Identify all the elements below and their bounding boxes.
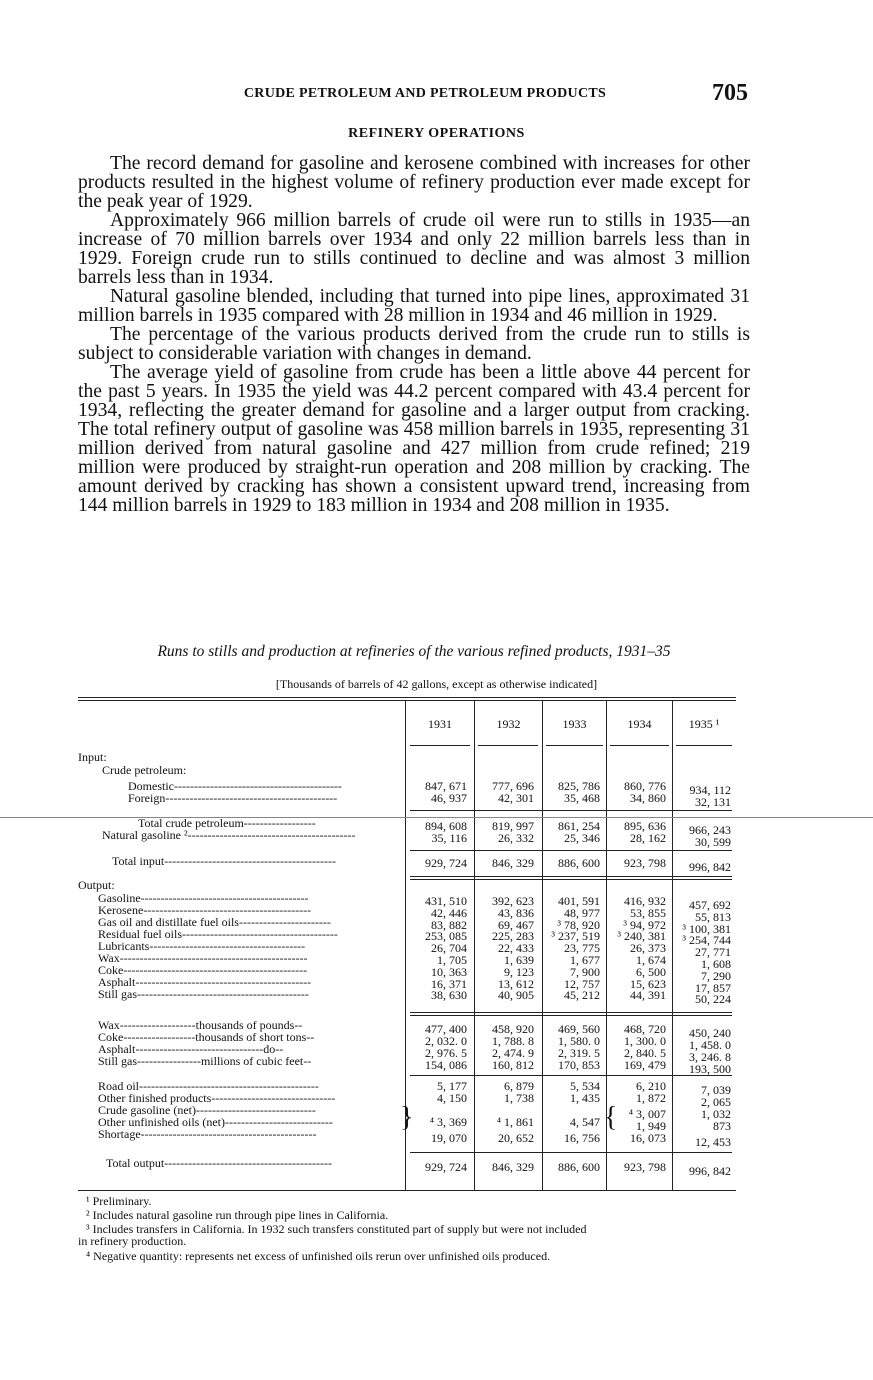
cell: 53, 855 xyxy=(630,905,666,920)
label-wax-pounds: Wax-------------------thousands of pounds-- xyxy=(98,1018,303,1032)
cell: 886, 600 xyxy=(558,1160,600,1174)
cell: 170, 853 xyxy=(558,1058,600,1072)
table-top-rule xyxy=(78,697,736,698)
label-still-gas: Still gas------------------------------------------- xyxy=(98,987,309,1001)
header-rule xyxy=(676,745,732,746)
cell: 1, 580. 0 xyxy=(558,1034,600,1048)
paragraph: The record demand for gasoline and kerosene combined with increases for other products resulted in the highest volume of refinery production ever made except for the peak year of 1929. xyxy=(78,153,750,212)
cell: 26, 704 xyxy=(431,941,467,956)
cell: 1, 674 xyxy=(636,953,666,967)
label-foreign: Foreign------------------------------------------- xyxy=(128,791,338,805)
label-asphalt: Asphalt-------------------------------------------- xyxy=(98,975,312,989)
cell: ⁴ 3, 007 xyxy=(628,1107,666,1121)
cell: 6, 879 xyxy=(504,1079,534,1093)
paragraph: The average yield of gasoline from crude has been a little above 44 percent for the past 5 years. In 1935 the yield was 44.2 percent compared with 43.4 percent for 1934, reflecting the greater demand for gasoline and a larger output from cracking. The total refinery output of gasoline was 458 million barrels in 1935, representing 31 million derived from natural gasoline and 427 million from crude refined; 219 million were produced by straight-run operation and 208 million by cracking. The amount derived by cracking has shown a consistent upward trend, increasing from 144 million barrels in 1929 to 183 million in 1934 and 208 million in 1935. xyxy=(78,362,750,516)
cell: 12, 453 xyxy=(695,1135,731,1149)
cell: ³ 237, 519 xyxy=(551,929,600,944)
cell: 392, 623 xyxy=(492,894,534,908)
header-rule xyxy=(478,745,538,746)
cell: 873 xyxy=(713,1119,731,1133)
cell: 9, 123 xyxy=(504,964,534,979)
label-wax: Wax----------------------------------------------- xyxy=(98,951,308,965)
cell: 996, 842 xyxy=(689,860,731,874)
cell: 929, 724 xyxy=(425,856,467,870)
header-rule xyxy=(610,745,669,746)
cell: 46, 937 xyxy=(431,791,467,805)
cell: 1, 458. 0 xyxy=(689,1038,731,1052)
section-rule xyxy=(410,1075,732,1076)
cell: 193, 500 xyxy=(689,1062,731,1076)
cell: 69, 467 xyxy=(498,917,534,932)
cell: 169, 479 xyxy=(624,1058,666,1072)
footnote: in refinery production. xyxy=(78,1234,187,1248)
scan-line xyxy=(0,817,873,818)
cell: ³ 94, 972 xyxy=(623,917,666,932)
cell: ³ 78, 920 xyxy=(557,917,600,932)
cell: 966, 243 xyxy=(689,823,731,837)
paragraph: Natural gasoline blended, including that turned into pipe lines, approximated 31 million barrels in 1935 compared with 28 million in 1934 and 46 million in 1929. xyxy=(78,286,750,326)
cell: 7, 900 xyxy=(570,964,600,979)
label-other-unfinished: Other unfinished oils (net)--------------------------- xyxy=(98,1115,333,1129)
cell: 25, 346 xyxy=(564,831,600,845)
section-rule xyxy=(410,879,732,880)
cell: 32, 131 xyxy=(695,795,731,809)
footnote: ³ Includes transfers in California. In 1932 such transfers constituted part of supply but were not included xyxy=(86,1222,587,1236)
label-input: Input: xyxy=(78,750,107,764)
cell: 13, 612 xyxy=(498,976,534,991)
year-header: 1933 xyxy=(562,717,587,731)
cell: 2, 032. 0 xyxy=(425,1034,467,1048)
body-text xyxy=(78,154,750,515)
cell: 477, 400 xyxy=(425,1022,467,1036)
cell: 55, 813 xyxy=(695,909,731,924)
cell: 34, 860 xyxy=(630,791,666,805)
cell: 3, 246. 8 xyxy=(689,1050,731,1064)
label-still-gas-feet: Still gas----------------millions of cubic feet-- xyxy=(98,1054,312,1068)
cell: 16, 756 xyxy=(564,1131,600,1145)
label-shortage: Shortage-------------------------------------------- xyxy=(98,1127,317,1141)
table-caption: Runs to stills and production at refineries of the various refined products, 1931–35 xyxy=(157,643,671,660)
cell: 160, 812 xyxy=(492,1058,534,1072)
cell: 861, 254 xyxy=(558,819,600,833)
label-crude: Crude petroleum: xyxy=(102,763,187,777)
cell: 50, 224 xyxy=(695,992,731,1007)
label-total-output: Total output------------------------------------------ xyxy=(106,1156,332,1170)
cell: 27, 771 xyxy=(695,945,731,960)
label-lubricants: Lubricants--------------------------------------- xyxy=(98,939,306,953)
cell: 1, 608 xyxy=(701,957,731,971)
label-coke-tons: Coke------------------thousands of short tons-- xyxy=(98,1030,315,1044)
cell: 16, 371 xyxy=(431,976,467,991)
cell: 2, 474. 9 xyxy=(492,1046,534,1060)
cell: 15, 623 xyxy=(630,976,666,991)
label-natural-gasoline: Natural gasoline ²------------------------------------------ xyxy=(102,828,356,842)
label-other-finished: Other finished products------------------------------- xyxy=(98,1091,336,1105)
cell: 42, 446 xyxy=(431,905,467,920)
cell: 2, 319. 5 xyxy=(558,1046,600,1060)
cell: 1, 300. 0 xyxy=(624,1034,666,1048)
cell: 2, 065 xyxy=(701,1095,731,1109)
cell: 38, 630 xyxy=(431,988,467,1003)
cell: 895, 636 xyxy=(624,819,666,833)
cell: 860, 776 xyxy=(624,779,666,793)
cell: 5, 177 xyxy=(437,1079,467,1093)
label-gasoline: Gasoline------------------------------------------ xyxy=(98,891,309,905)
label-kerosene: Kerosene------------------------------------------ xyxy=(98,903,312,917)
cell: 1, 032 xyxy=(701,1107,731,1121)
footnote: ¹ Preliminary. xyxy=(86,1194,152,1208)
label-total-crude: Total crude petroleum------------------ xyxy=(138,816,316,830)
cell: 154, 086 xyxy=(425,1058,467,1072)
cell: 1, 788. 8 xyxy=(492,1034,534,1048)
cell: 45, 212 xyxy=(564,988,600,1003)
cell: ³ 240, 381 xyxy=(617,929,666,944)
cell: ³ 100, 381 xyxy=(682,921,731,936)
cell: 253, 085 xyxy=(425,929,467,944)
subtotal-rule xyxy=(410,1152,732,1153)
label-total-input: Total input------------------------------------------- xyxy=(112,854,336,868)
cell: 23, 775 xyxy=(564,941,600,956)
footnote: ² Includes natural gasoline run through pipe lines in California. xyxy=(86,1208,389,1222)
table-bottom-rule xyxy=(78,1190,736,1191)
cell: 12, 757 xyxy=(564,976,600,991)
section-rule xyxy=(410,876,732,877)
cell: 6, 210 xyxy=(636,1079,666,1093)
section-title: REFINERY OPERATIONS xyxy=(348,126,525,141)
cell: 1, 738 xyxy=(504,1091,534,1105)
cell: 35, 116 xyxy=(431,831,467,845)
cell: 7, 039 xyxy=(701,1083,731,1097)
cell: 923, 798 xyxy=(624,1160,666,1174)
cell: 996, 842 xyxy=(689,1164,731,1178)
cell: 2, 976. 5 xyxy=(425,1046,467,1060)
cell: 401, 591 xyxy=(558,894,600,908)
cell: 40, 905 xyxy=(498,988,534,1003)
subtotal-rule xyxy=(410,810,732,811)
cell: 20, 652 xyxy=(498,1131,534,1145)
cell: 469, 560 xyxy=(558,1022,600,1036)
paragraph: Approximately 966 million barrels of crude oil were run to stills in 1935—an increase of 70 million barrels over 1934 and only 22 million barrels less than in 1929. Foreign crude run to stills continued to decline and was almost 3 million barrels less than in 1934. xyxy=(78,210,750,288)
brace-left: } xyxy=(400,1102,414,1133)
footnote: ⁴ Negative quantity: represents net excess of unfinished oils rerun over unfinished oils produced. xyxy=(86,1249,551,1263)
cell: 450, 240 xyxy=(689,1026,731,1040)
label-asphalt-do: Asphalt--------------------------------do-- xyxy=(98,1042,284,1056)
cell: 468, 720 xyxy=(624,1022,666,1036)
cell: 819, 997 xyxy=(492,819,534,833)
cell: 42, 301 xyxy=(498,791,534,805)
cell: 26, 332 xyxy=(498,831,534,845)
label-crude-gasoline: Crude gasoline (net)------------------------------ xyxy=(98,1103,316,1117)
cell: 934, 112 xyxy=(689,783,731,797)
cell: 1, 705 xyxy=(437,953,467,967)
cell: 44, 391 xyxy=(630,988,666,1003)
cell: 1, 435 xyxy=(570,1091,600,1105)
cell: 894, 608 xyxy=(425,819,467,833)
cell: 1, 872 xyxy=(636,1091,666,1105)
cell: 19, 070 xyxy=(431,1131,467,1145)
cell: 43, 836 xyxy=(498,905,534,920)
cell: 22, 433 xyxy=(498,941,534,956)
header-rule xyxy=(410,745,470,746)
table-top-rule-2 xyxy=(78,700,736,701)
cell: 825, 786 xyxy=(558,779,600,793)
section-rule xyxy=(410,1012,732,1013)
cell: 777, 696 xyxy=(492,779,534,793)
cell: 886, 600 xyxy=(558,856,600,870)
label-gas-oil: Gas oil and distillate fuel oils----------------------- xyxy=(98,915,331,929)
cell: ⁴ 1, 861 xyxy=(496,1115,534,1129)
cell: 4, 150 xyxy=(437,1091,467,1105)
table-subcaption: [Thousands of barrels of 42 gallons, except as otherwise indicated] xyxy=(275,677,598,691)
cell: 30, 599 xyxy=(695,835,731,849)
cell: 416, 932 xyxy=(624,894,666,908)
cell: 28, 162 xyxy=(630,831,666,845)
section-rule xyxy=(410,1015,732,1016)
cell: 83, 882 xyxy=(431,917,467,932)
year-header: 1931 xyxy=(428,717,452,731)
year-header: 1935 ¹ xyxy=(688,717,720,731)
year-header: 1934 xyxy=(627,717,652,731)
cell: 458, 920 xyxy=(492,1022,534,1036)
cell: 35, 468 xyxy=(564,791,600,805)
cell: 4, 547 xyxy=(570,1115,600,1129)
cell: 1, 949 xyxy=(636,1119,666,1133)
label-residual: Residual fuel oils--------------------------------------- xyxy=(98,927,338,941)
cell: 26, 373 xyxy=(630,941,666,956)
cell: 7, 290 xyxy=(701,968,731,983)
label-domestic: Domestic------------------------------------------ xyxy=(128,779,342,793)
header-rule xyxy=(546,745,603,746)
cell: ³ 254, 744 xyxy=(682,933,731,948)
cell: 847, 671 xyxy=(425,779,467,793)
cell: 17, 857 xyxy=(695,980,731,995)
cell: 16, 073 xyxy=(630,1131,666,1145)
cell: 5, 534 xyxy=(570,1079,600,1093)
year-header: 1932 xyxy=(496,717,521,731)
cell: 846, 329 xyxy=(492,856,534,870)
cell: 1, 677 xyxy=(570,953,600,967)
cell: 10, 363 xyxy=(431,964,467,979)
cell: ⁴ 3, 369 xyxy=(429,1115,467,1129)
cell: 457, 692 xyxy=(689,898,731,912)
page-number: 705 xyxy=(712,80,748,106)
label-road-oil: Road oil--------------------------------------------- xyxy=(98,1079,319,1093)
cell: 1, 639 xyxy=(504,953,534,967)
label-coke: Coke---------------------------------------------- xyxy=(98,963,308,977)
cell: 6, 500 xyxy=(636,964,666,979)
brace-right: { xyxy=(604,1102,618,1133)
running-header: CRUDE PETROLEUM AND PETROLEUM PRODUCTS xyxy=(243,86,607,101)
cell: 929, 724 xyxy=(425,1160,467,1174)
cell: 225, 283 xyxy=(492,929,534,944)
cell: 2, 840. 5 xyxy=(624,1046,666,1060)
subtotal-rule xyxy=(410,850,732,851)
cell: 48, 977 xyxy=(564,905,600,920)
paragraph: The percentage of the various products derived from the crude run to stills is subject to considerable variation with changes in demand. xyxy=(78,324,750,364)
label-output: Output: xyxy=(78,878,115,892)
cell: 846, 329 xyxy=(492,1160,534,1174)
cell: 923, 798 xyxy=(624,856,666,870)
cell: 431, 510 xyxy=(425,894,467,908)
